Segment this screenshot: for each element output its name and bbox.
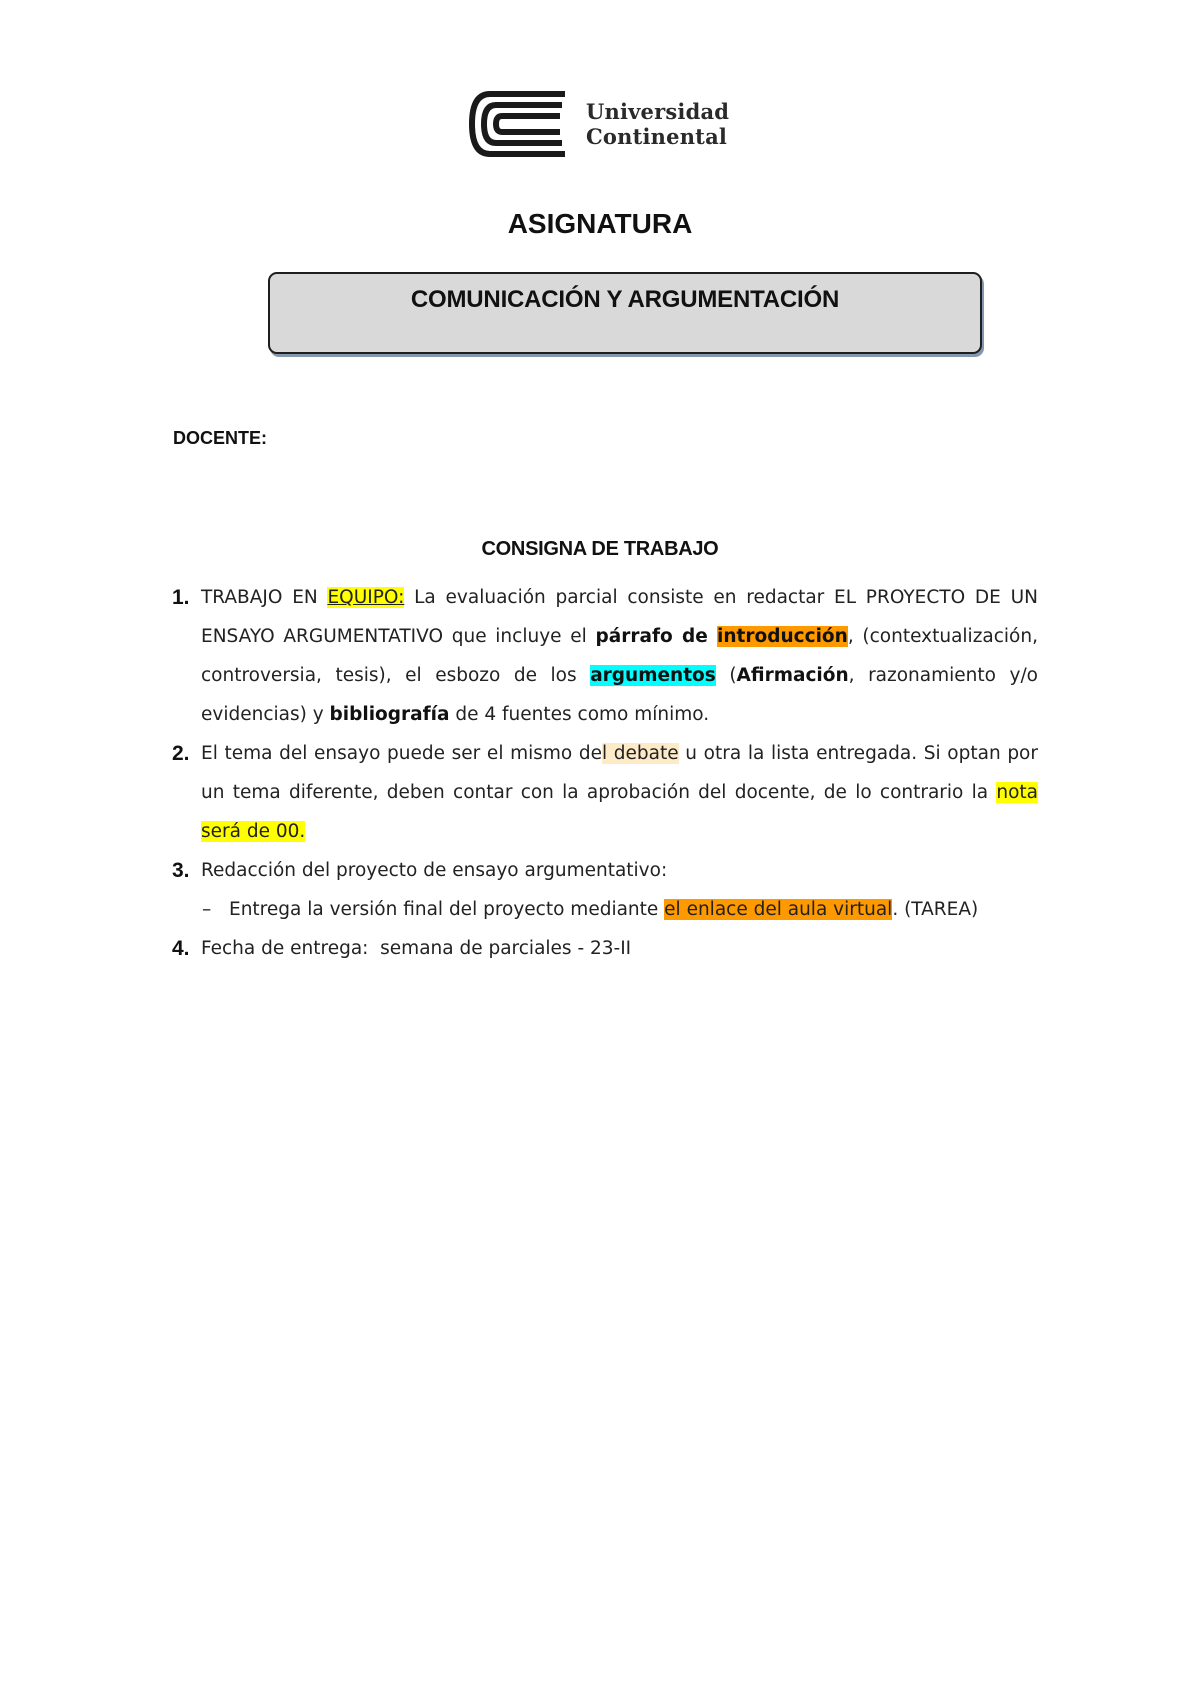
bold-text: párrafo de [595,626,718,647]
item-text: Redacción del proyecto de ensayo argumentativo: [201,860,668,881]
highlight-debate: l debate [602,743,679,764]
list-number: 4. [172,937,190,960]
list-number: 3. [172,859,190,882]
item-text: ( [715,665,737,686]
highlight-equipo: EQUIPO: [327,587,405,608]
highlight-nota: nota será de 00. [201,782,1038,842]
highlight-enlace-aula-virtual: el enlace del aula virtual [664,899,893,920]
docente-label: DOCENTE: [173,428,267,448]
item-text: TRABAJO EN [201,587,328,608]
university-logo [468,84,743,164]
highlight-argumentos: argumentos [590,665,716,686]
course-title-box [268,272,982,354]
university-name [586,99,729,149]
item-text: La evaluación parcial consiste en redactar EL PROYECTO DE UN ENSAYO ARGUMENTATIVO que incluye el [201,587,1038,647]
highlight-introduccion: introducción [717,626,848,647]
consigna-title: CONSIGNA DE TRABAJO [481,538,719,560]
bold-text: bibliografía [329,704,450,725]
item-text: , razonamiento y/o evidencias) y [201,665,1038,725]
item-text: , (contextualización, controversia, tesis), el esbozo de los [201,626,1038,686]
list-item-3 [172,851,1038,890]
item-text: El tema del ensayo puede ser el mismo de [201,743,603,764]
item-text: de 4 fuentes como mínimo. [449,704,710,725]
item-text: u otra la lista entregada. Si optan por un tema diferente, deben contar con la aprobación del docente, de lo contrario la [201,743,1038,803]
list-subitem-3a [172,890,1038,929]
bold-text: Afirmación [736,665,849,686]
consigna-list [172,578,1038,968]
item-text: Entrega la versión final del proyecto mediante [229,899,665,920]
asignatura-heading: ASIGNATURA [507,208,693,239]
list-number: 2. [172,742,190,765]
list-item-4 [172,929,1038,968]
course-title: COMUNICACIÓN Y ARGUMENTACIÓN [410,286,840,313]
universidad-continental-emblem-icon [468,91,568,157]
list-item-2 [172,734,1038,851]
item-text: . (TAREA) [892,899,979,920]
logo-line-1: Universidad [586,99,730,124]
logo-line-2: Continental [586,124,728,149]
list-number: 1. [172,586,190,609]
list-item-1 [172,578,1038,734]
item-text: Fecha de entrega: semana de parciales - 23-II [201,938,632,959]
dash-bullet-icon: – [202,899,212,920]
